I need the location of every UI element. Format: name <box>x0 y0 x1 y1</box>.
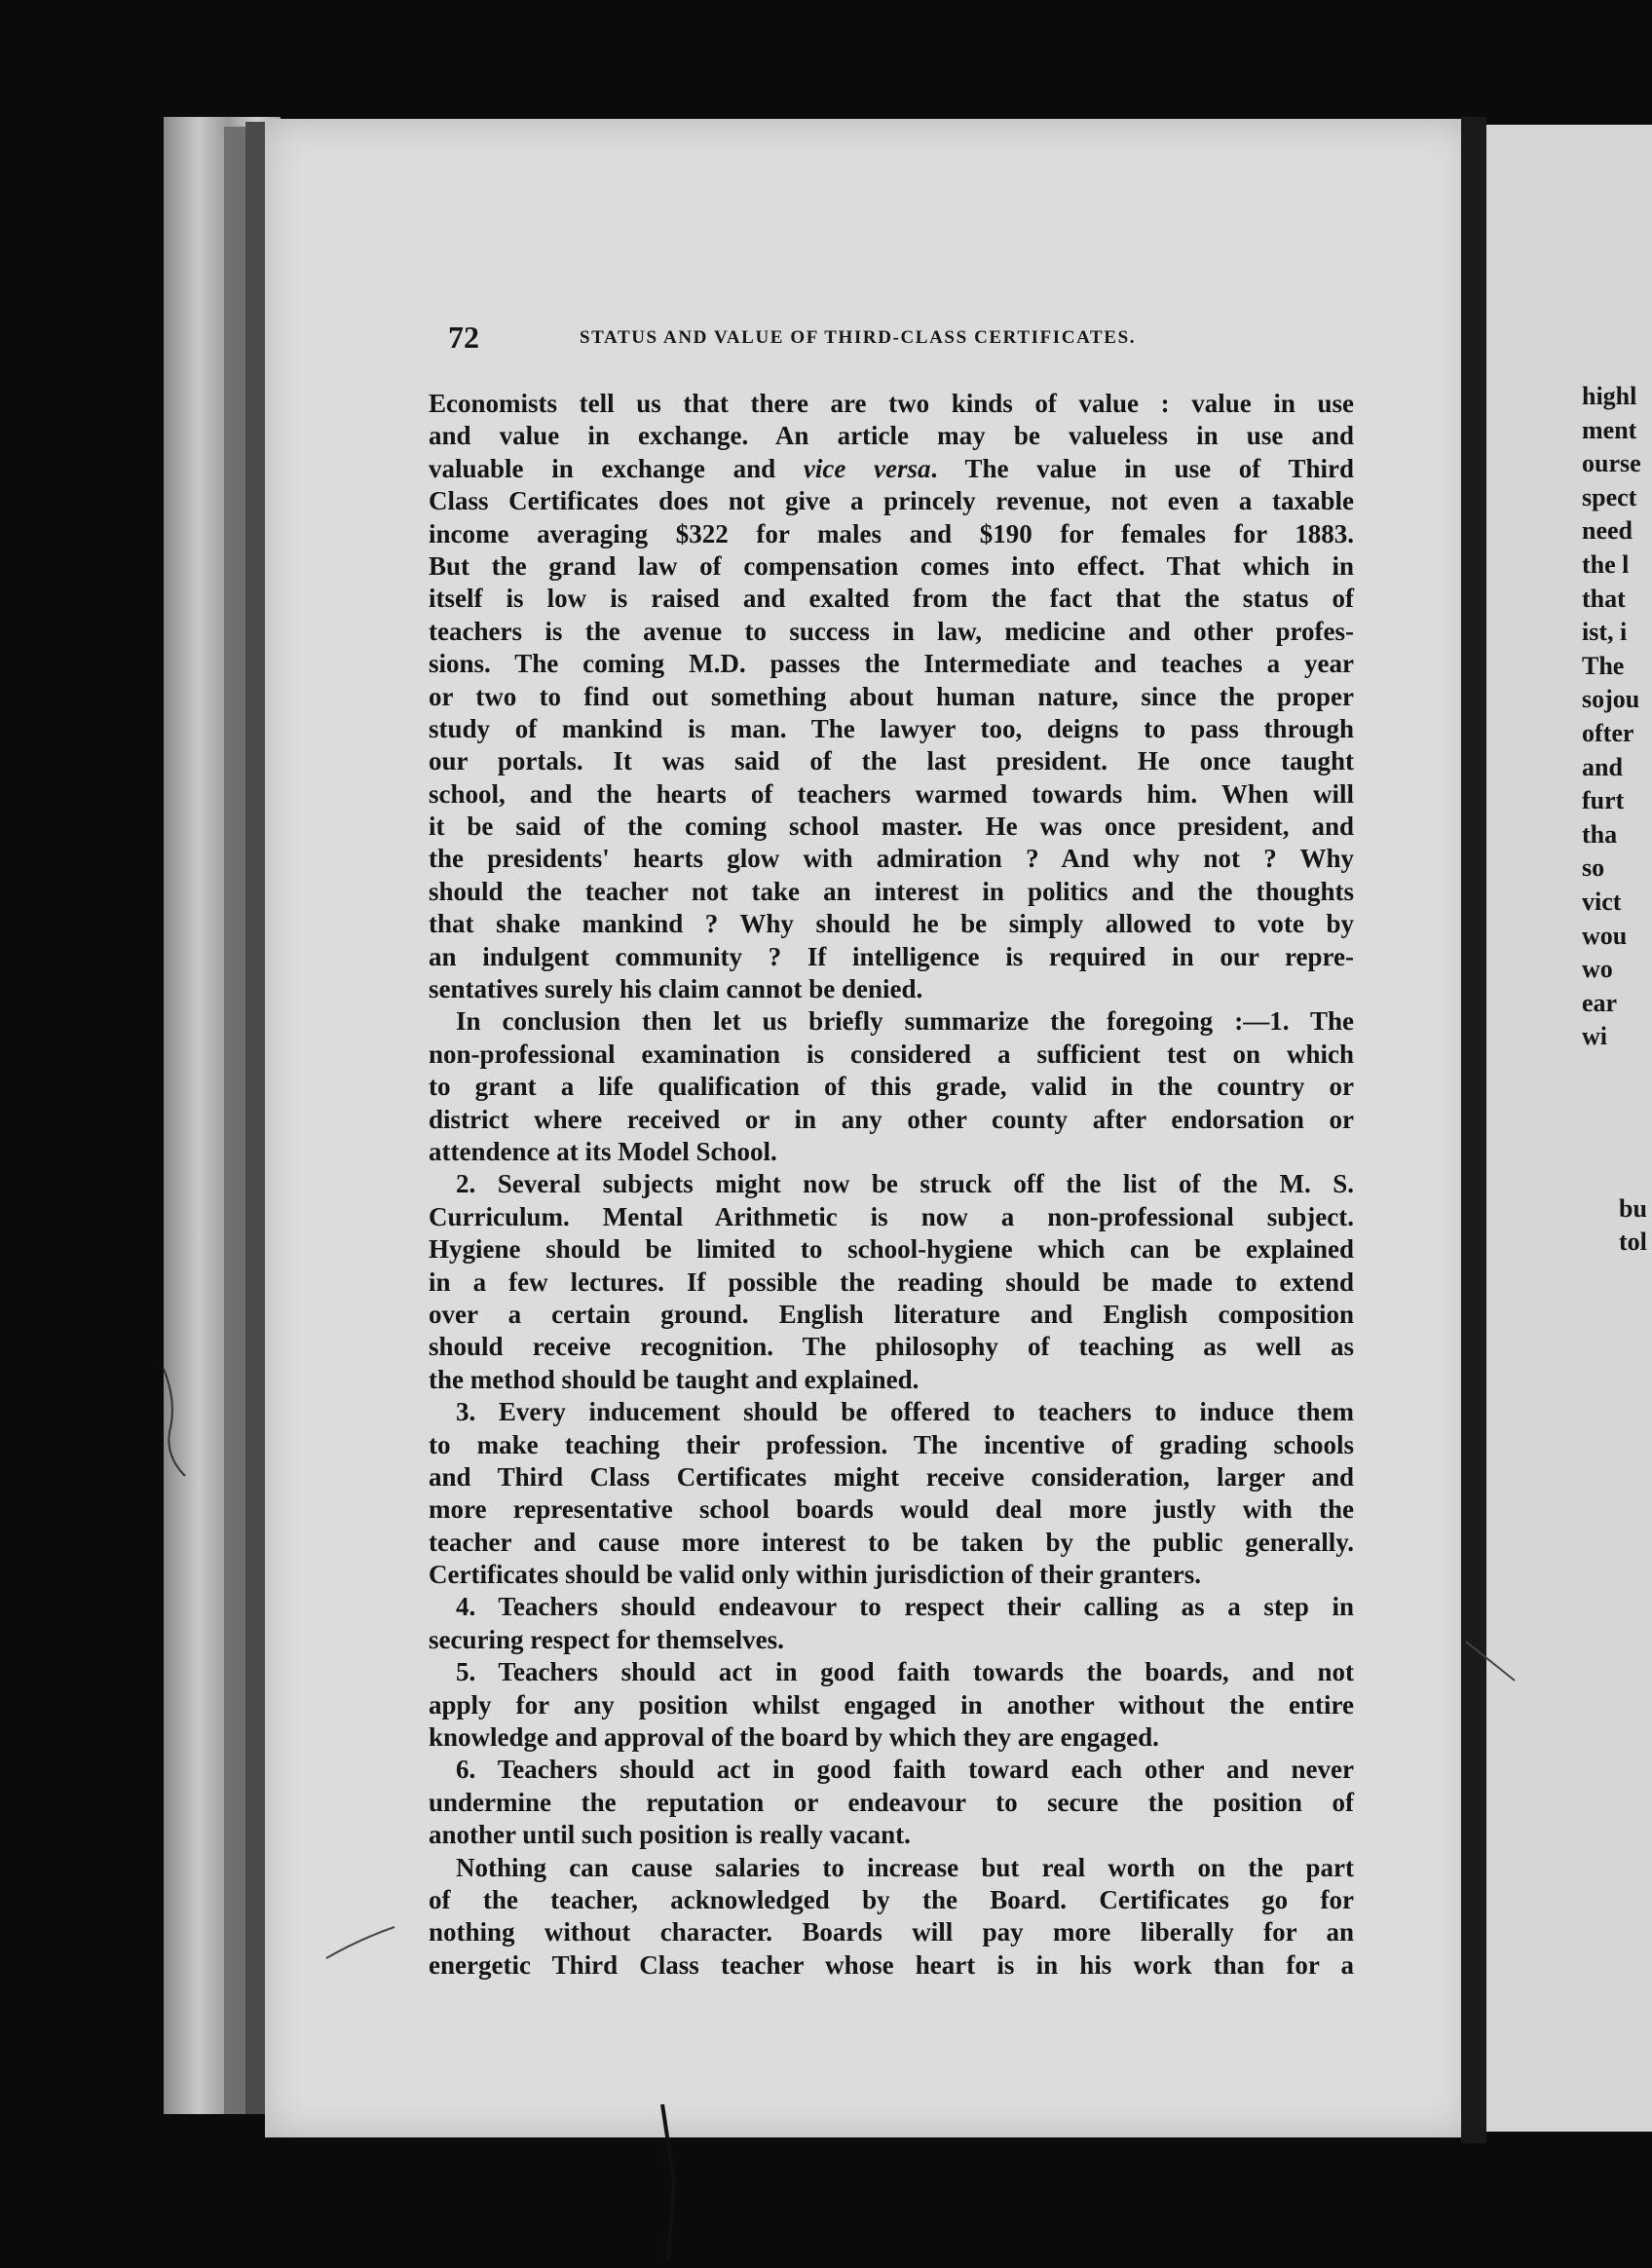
facing-line-fragment: furt <box>1582 786 1625 815</box>
running-head <box>448 320 1344 359</box>
text-line: Hygiene should be limited to school-hygiene which can be explained <box>429 1234 1354 1265</box>
page-body-text <box>429 388 1354 1982</box>
facing-line-fragment: bu <box>1619 1194 1647 1223</box>
text-line: undermine the reputation or endeavour to secure the position of <box>429 1787 1354 1817</box>
text-line: itself is low is raised and exalted from the fact that the status of <box>429 584 1354 614</box>
facing-line-fragment: ment <box>1582 415 1637 444</box>
text-line: income averaging $322 for males and $190 for females for 1883. <box>429 518 1354 548</box>
text-line: Nothing can cause salaries to increase but real worth on the part <box>456 1852 1354 1882</box>
facing-line-fragment: vict <box>1582 887 1622 916</box>
text-line: 3. Every inducement should be offered to teachers to induce them <box>456 1397 1354 1427</box>
page-number: 72 <box>448 320 479 355</box>
text-line: over a certain ground. English literature and English composition <box>429 1299 1354 1329</box>
text-line: it be said of the coming school master. He was once president, and <box>429 812 1354 842</box>
text-line: teachers is the avenue to success in law, medicine and other profes- <box>429 616 1354 646</box>
text-line: 4. Teachers should endeavour to respect their calling as a step in <box>456 1592 1354 1622</box>
text-line: the presidents' hearts glow with admiration ? And why not ? Why <box>429 844 1354 874</box>
text-line: sentatives surely his claim cannot be denied. <box>429 974 923 1004</box>
text-line: in a few lectures. If possible the reading should be made to extend <box>429 1266 1354 1297</box>
facing-line-fragment: so <box>1582 853 1605 883</box>
text-line: non-professional examination is considered a sufficient test on which <box>429 1039 1354 1069</box>
facing-line-fragment: wou <box>1582 921 1628 950</box>
facing-page-text <box>1582 380 1652 1054</box>
facing-line-fragment: wo <box>1582 955 1613 984</box>
facing-line-fragment: spect <box>1582 482 1637 511</box>
text-line: an indulgent community ? If intelligence is required in our repre- <box>429 941 1354 971</box>
text-line: and Third Class Certificates might receive consideration, larger and <box>429 1461 1354 1492</box>
text-line: Certificates should be valid only within jurisdiction of their granters. <box>429 1560 1201 1590</box>
text-line: valuable in exchange and vice versa. The value in use of Third <box>429 453 1354 483</box>
running-title: STATUS AND VALUE OF THIRD-CLASS CERTIFICATES. <box>580 327 1137 348</box>
text-line: teacher and cause more interest to be taken by the public generally. <box>429 1527 1354 1557</box>
facing-line-fragment: The <box>1582 651 1625 680</box>
facing-page-text-lower <box>1619 1192 1652 1259</box>
bottom-bookmark-ribbon <box>655 2104 694 2260</box>
text-line: sions. The coming M.D. passes the Intermediate and teaches a year <box>429 649 1354 679</box>
text-line: But the grand law of compensation comes into effect. That which in <box>429 550 1354 581</box>
text-line: attendence at its Model School. <box>429 1136 777 1166</box>
facing-pencil-stroke <box>1461 1637 1520 1695</box>
facing-line-fragment: ist, i <box>1582 618 1628 647</box>
text-line: another until such position is really vacant. <box>429 1820 911 1850</box>
text-line: our portals. It was said of the last president. He once taught <box>429 746 1354 776</box>
text-line: apply for any position whilst engaged in another without the entire <box>429 1689 1354 1720</box>
text-line: or two to find out something about human nature, since the proper <box>429 681 1354 711</box>
text-line: study of mankind is man. The lawyer too, deigns to pass through <box>429 713 1354 743</box>
facing-line-fragment: ofter <box>1582 718 1634 747</box>
text-line: 5. Teachers should act in good faith towards the boards, and not <box>456 1657 1354 1687</box>
facing-line-fragment: need <box>1582 516 1633 546</box>
facing-line-fragment: ourse <box>1582 449 1641 478</box>
text-line: to grant a life qualification of this grade, valid in the country or <box>429 1072 1354 1102</box>
text-line: 6. Teachers should act in good faith toward each other and never <box>456 1755 1354 1785</box>
facing-line-fragment: wi <box>1582 1022 1607 1051</box>
text-line: Class Certificates does not give a princely revenue, not even a taxable <box>429 486 1354 516</box>
book-gutter <box>1461 117 1486 2143</box>
facing-line-fragment: that <box>1582 584 1626 613</box>
text-line: school, and the hearts of teachers warmed towards him. When will <box>429 778 1354 809</box>
text-line: and value in exchange. An article may be valueless in use and <box>429 421 1354 451</box>
text-line: should the teacher not take an interest in politics and the thoughts <box>429 876 1354 906</box>
text-line: 2. Several subjects might now be struck off the list of the M. S. <box>456 1169 1354 1199</box>
text-line: to make teaching their profession. The incentive of grading schools <box>429 1429 1354 1459</box>
text-line: that shake mankind ? Why should he be simply allowed to vote by <box>429 909 1354 939</box>
text-line: knowledge and approval of the board by which they are engaged. <box>429 1722 1159 1753</box>
text-line: nothing without character. Boards will pay more liberally for an <box>429 1917 1354 1947</box>
text-line: should receive recognition. The philosophy of teaching as well as <box>429 1332 1354 1362</box>
facing-line-fragment: tol <box>1619 1228 1647 1256</box>
text-line: Curriculum. Mental Arithmetic is now a non-professional subject. <box>429 1201 1354 1231</box>
text-line: Economists tell us that there are two kinds of value : value in use <box>429 389 1354 418</box>
text-line: of the teacher, acknowledged by the Board. Certificates go for <box>429 1884 1354 1914</box>
text-line: the method should be taught and explained. <box>429 1364 920 1394</box>
facing-line-fragment: tha <box>1582 819 1618 849</box>
facing-line-fragment: the l <box>1582 549 1630 579</box>
facing-line-fragment: highl <box>1582 382 1637 410</box>
facing-line-fragment: ear <box>1582 988 1618 1017</box>
facing-line-fragment: and <box>1582 752 1623 781</box>
margin-pencil-stroke <box>321 1919 399 1968</box>
facing-line-fragment: sojou <box>1582 685 1640 714</box>
text-line: securing respect for themselves. <box>429 1624 784 1654</box>
text-line: more representative school boards would deal more justly with the <box>429 1494 1354 1525</box>
text-line: In conclusion then let us briefly summarize the foregoing :—1. The <box>456 1006 1354 1037</box>
text-line: energetic Third Class teacher whose heart is in his work than for a <box>429 1949 1354 1980</box>
margin-pencil-mark <box>156 1364 195 1481</box>
book-edge-dark <box>245 122 267 2114</box>
text-line: district where received or in any other county after endorsation or <box>429 1104 1354 1134</box>
